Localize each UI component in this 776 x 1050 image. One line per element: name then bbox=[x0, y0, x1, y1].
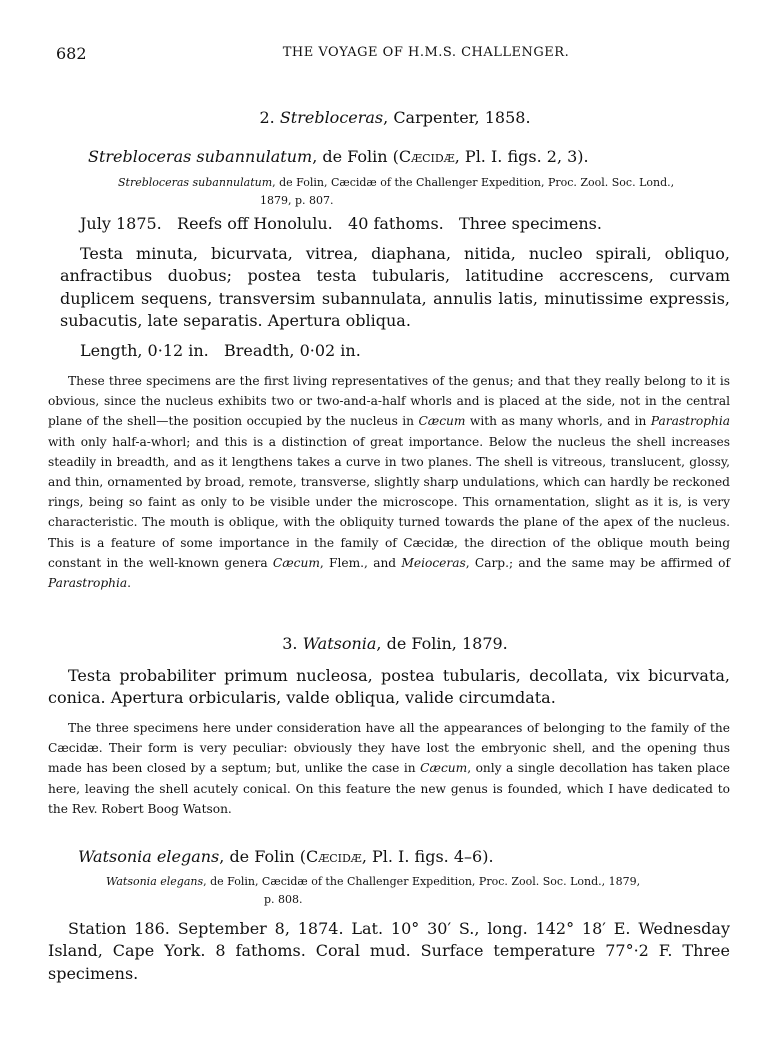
species-name: Strebloceras subannulatum bbox=[88, 147, 313, 166]
station-record-strebloceras: July 1875. Reefs off Honolulu. 40 fathoms. Three specimens. bbox=[80, 214, 602, 233]
species-heading-watsonia: Watsonia elegans, de Folin (Cæcidæ, Pl. I. figs. 4–6). bbox=[78, 847, 494, 866]
species-reference-watsonia: Watsonia elegans, de Folin, Cæcidæ of the Challenger Expedition, Proc. Zool. Soc. Lond., 1879, p. 808. bbox=[106, 875, 641, 906]
genus-heading-strebloceras: 2. Strebloceras, Carpenter, 1858. bbox=[259, 108, 531, 127]
species-name: Watsonia elegans bbox=[78, 847, 220, 866]
species-heading-strebloceras: Strebloceras subannulatum, de Folin (Cæcidæ, Pl. I. figs. 2, 3). bbox=[88, 147, 589, 166]
family-name: Cæcidæ bbox=[305, 847, 362, 866]
genus-name: Watsonia bbox=[302, 634, 377, 653]
genus-name: Strebloceras bbox=[279, 108, 384, 127]
page-header bbox=[56, 44, 736, 66]
family-name: Cæcidæ bbox=[398, 147, 455, 166]
running-title: THE VOYAGE OF H.M.S. CHALLENGER. bbox=[282, 45, 570, 60]
description-watsonia: The three specimens here under consideration have all the appearances of belonging to the family of the Cæcidæ. Their form is very peculiar: obviously they have lost the embryonic shell, and the opening thus made has been closed by a septum; but, unlike the case in Cæcum, only a single decollation has taken place here, leaving the shell acutely conical. On this feature the new genus is founded, which I have dedicated to the Rev. Robert Boog Watson. bbox=[48, 721, 730, 816]
station-record-watsonia: Station 186. September 8, 1874. Lat. 10° 30′ S., long. 142° 18′ E. Wednesday Island, Cape York. 8 fathoms. Coral mud. Surface temperature 77°·2 F. Three specimens. bbox=[48, 919, 730, 983]
latin-diagnosis-strebloceras: Testa minuta, bicurvata, vitrea, diaphana, nitida, nucleo spirali, obliquo, anfractibus duobus; postea testa tubularis, latitudine accrescens, curvam duplicem sequens, transversim subannulata, annulis latis, minutissime expressis, subacutis, late separatis. Apertura obliqua. bbox=[60, 244, 730, 331]
species-reference-strebloceras: Strebloceras subannulatum, de Folin, Cæcidæ of the Challenger Expedition, Proc. Zool. Soc. Lond., 1879, p. 807. bbox=[118, 176, 675, 207]
measurements-strebloceras: Length, 0·12 in. Breadth, 0·02 in. bbox=[80, 341, 361, 360]
page-number: 682 bbox=[56, 44, 87, 63]
genus-heading-watsonia: 3. Watsonia, de Folin, 1879. bbox=[282, 634, 508, 653]
description-strebloceras: These three specimens are the first living representatives of the genus; and that they really belong to it is obvious, since the nucleus exhibits two or two-and-a-half whorls and is placed at the side, not in the central plane of the shell—the position occupied by the nucleus in Cæcum with as many whorls, and in Parastrophia with only half-a-whorl; and this is a distinction of great importance. Below the nucleus the shell increases steadily in breadth, and as it lengthens takes a curve in two planes. The shell is vitreous, translucent, glossy, and thin, ornamented by broad, remote, transverse, slightly sharp undulations, which can hardly be reckoned rings, being so faint as only to be visible under the microscope. This ornamentation, slight as it is, is very characteristic. The mouth is oblique, with the obliquity turned towards the plane of the apex of the nucleus. This is a feature of some importance in the family of Cæcidæ, the direction of the oblique mouth being constant in the well-known genera Cæcum, Flem., and Meioceras, Carp.; and the same may be affirmed of Parastrophia. bbox=[48, 374, 730, 591]
latin-diagnosis-watsonia: Testa probabiliter primum nucleosa, postea tubularis, decollata, vix bicurvata, conica. Apertura orbicularis, valde obliqua, valide circumdata. bbox=[48, 666, 730, 708]
